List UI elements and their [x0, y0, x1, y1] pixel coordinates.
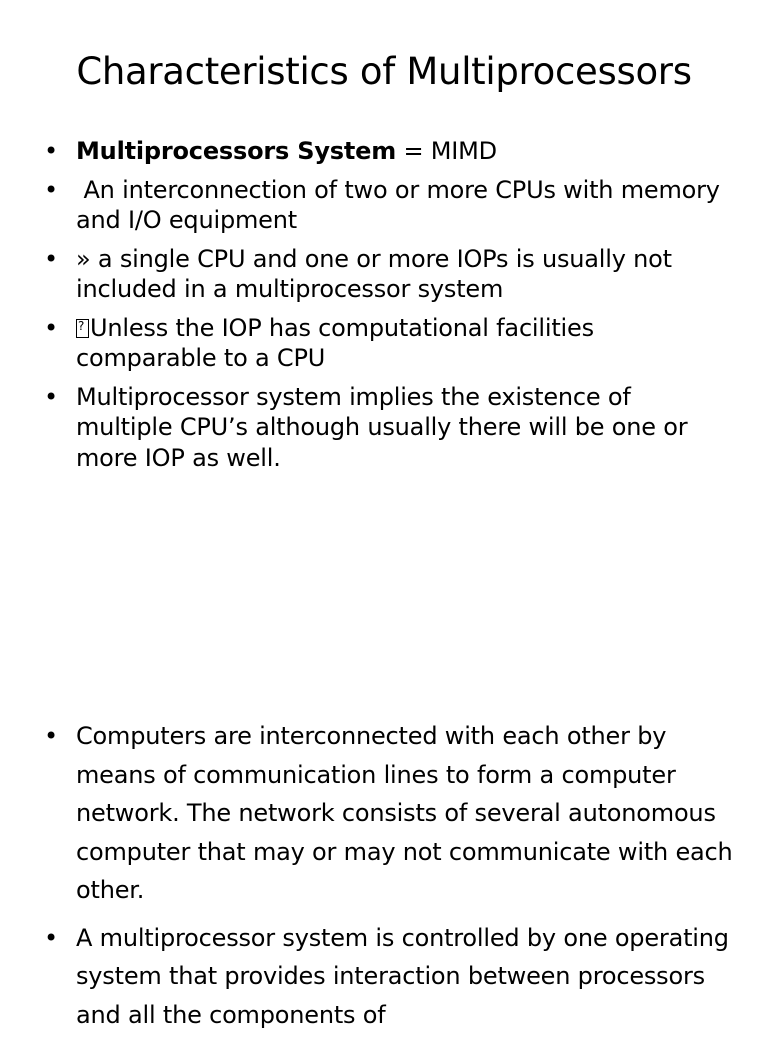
- bullet-dot-icon: •: [44, 244, 58, 273]
- bullet-item-interconnection: [44, 175, 734, 236]
- bullet-dot-icon: •: [44, 382, 58, 411]
- bullet-dot-icon: •: [44, 175, 58, 204]
- bold-term: Multiprocessors System: [76, 137, 397, 165]
- bullet-text: Computers are interconnected with each other by means of communication lines to form a computer network. The network consists of several autonomous computer that may or may not communicate with each other.: [76, 722, 733, 904]
- bullet-item-unless-iop: [44, 313, 734, 374]
- bullet-dot-icon: •: [44, 313, 58, 342]
- bullet-list-top: [44, 136, 734, 481]
- bullet-text: » a single CPU and one or more IOPs is usually not included in a multiprocessor system: [76, 244, 672, 303]
- bullet-dot-icon: •: [44, 923, 58, 952]
- bullet-text: = MIMD: [396, 137, 497, 165]
- slide-title: Characteristics of Multiprocessors: [76, 50, 692, 93]
- bullet-item-single-cpu: [44, 244, 734, 305]
- bullet-text: Unless the IOP has computational facilities comparable to a CPU: [76, 313, 594, 372]
- bullet-item-operating-system: [44, 919, 734, 1035]
- bullet-text: Multiprocessor system implies the existence of multiple CPU’s although usually there will be one or more IOP as well.: [76, 382, 688, 472]
- bullet-text: A multiprocessor system is controlled by one operating system that provides interaction between processors and all the components of: [76, 923, 729, 1029]
- bullet-item-implies-existence: [44, 382, 734, 474]
- bullet-list-bottom: [44, 717, 734, 1043]
- bullet-text: An interconnection of two or more CPUs with memory and I/O equipment: [76, 175, 728, 234]
- bullet-item-computer-network: [44, 717, 734, 910]
- missing-glyph-icon: [76, 319, 89, 338]
- bullet-dot-icon: •: [44, 137, 58, 165]
- bullet-item-multiprocessors-system: [44, 136, 734, 167]
- bullet-dot-icon: •: [44, 722, 58, 750]
